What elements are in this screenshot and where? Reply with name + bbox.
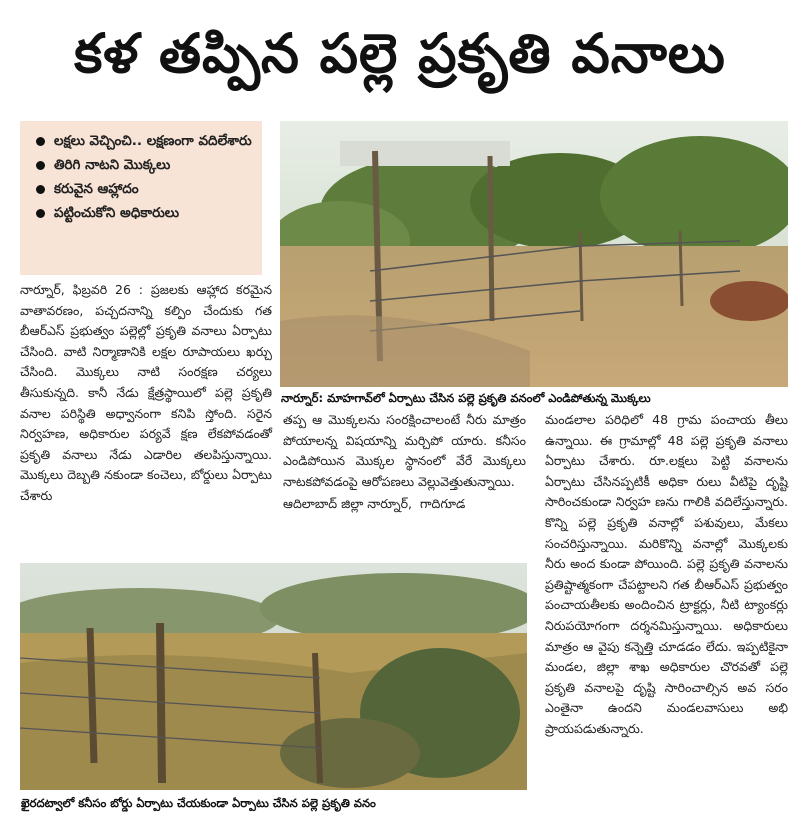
highlight-item: తిరిగి నాటని మొక్కలు bbox=[32, 155, 254, 175]
dateline-credit bbox=[283, 494, 526, 515]
photo-2-caption: ఖైరదట్వాలో కనీసం బోర్డు ఏర్పాటు చేయకుండా ఏర్పాటు చేసిన పల్లె ప్రకృతి వనం bbox=[21, 796, 376, 810]
article-text: తప్ప ఆ మొక్కలను సంరక్షించాలంటే నీరు మాత్రం పోయాలన్న విషయాన్ని మర్చిపో యారు. కనీసం ఎండిపోయిన మొక్కల స్థానంలో వేరే మొక్కలు నాటకపోవడంపై ఆరోపణలు వెల్లువెత్తుతున్నాయి. bbox=[283, 412, 526, 489]
headline: కళ తప్పిన పల్లె ప్రకృతి వనాలు bbox=[74, 22, 726, 85]
article-column-3 bbox=[545, 410, 788, 740]
highlight-item: పట్టించుకోని అధికారులు bbox=[32, 203, 254, 223]
photo-village-park-khairdatwa bbox=[20, 563, 527, 790]
credit-location: గాదిగూడ bbox=[419, 496, 466, 512]
photo-1-caption: నార్నూర్: మాహగావ్‌లో ఏర్పాటు చేసిన పల్లె ప్రకృతి వనంలో ఎండిపోతున్న మొక్కలు bbox=[281, 391, 651, 405]
highlight-item: కరువైన ఆహ్లాదం bbox=[32, 179, 254, 199]
highlight-item: లక్షలు వెచ్చించి.. లక్షణంగా వదిలేశారు bbox=[32, 131, 254, 151]
photo-1-image bbox=[280, 121, 788, 387]
photo-village-park-mahagaon bbox=[280, 121, 788, 387]
photo-2-image bbox=[20, 563, 527, 790]
article-text: మండలాల పరిధిలో 48 గ్రామ పంచాయ తీలు ఉన్నాయి. ఈ గ్రామాల్లో 48 పల్లె ప్రకృతి వనాలు ఏర్పాటు చేశారు. రూ.లక్షలు పెట్టి వనాలను ఏర్పాటు చేసినప్పటికీ అధికా రులు వీటిపై దృష్టి సారించకుండా నిర్వహ ణను గాలికి వదిలేస్తున్నారు. కొన్ని పల్లె ప్రకృతి వనాల్లో పశువులు, మేకలు సంచరిస్తున్నాయి. మరికొన్ని వనాల్లో మొక్కలకు నీరు అంద కుండా పోయింది. పల్లె ప్రకృతి వనాలను ప్రతిష్టాత్మకంగా చేపట్టాలని గత బీఆర్ఎస్ ప్రభుత్వం పంచాయతీలకు అందించిన ట్రాక్టర్లు, నీటి ట్యాంకర్లు నిరుపయోగంగా దర్శనమిస్తున్నాయి. అధికారులు మాత్రం ఆ వైపు కన్నెత్తి చూడడం లేదు. ఇప్పటికైనా మండల, జిల్లా శాఖ అధికారుల చొరవతో పల్లె ప్రకృతి వనాలపై దృష్టి సారించాల్సిన అవ సరం ఎంతైనా ఉందని మండలవాసులు అభి ప్రాయపడుతున్నారు. bbox=[545, 412, 788, 736]
article-text: నార్నూర్, ఫిబ్రవరి 26 : ప్రజలకు ఆహ్లాద కరమైన వాతావరణం, పచ్చదనాన్ని కల్పిం చేందుకు గత బీఆర్ఎస్ ప్రభుత్వం పల్లెల్లో ప్రకృతి వనాలు ఏర్పాటు చేసింది. వాటి నిర్మాణానికి లక్షల రూపాయలు ఖర్చు చేసింది. మొక్కలు నాటి సంరక్షణ చర్యలు తీసుకున్నది. కానీ నేడు క్షేత్రస్థాయిలో పల్లె ప్రకృతి వనాల పరిస్థితి అధ్వానంగా కనిపి స్తోంది. సరైన నిర్వహణ, అధికారుల పర్యవే క్షణ లేకపోవడంతో ప్రకృతి వనాలు నేడు ఎడారిల తలపిస్తున్నాయి. మొక్కలు దెబ్బతి నకుండా కంచెలు, బోర్డులు ఏర్పాటు చేశారు bbox=[20, 282, 272, 503]
credit-location: ఆదిలాబాద్ జిల్లా నార్నూర్, bbox=[283, 496, 412, 512]
article-column-2 bbox=[283, 410, 526, 515]
highlights-box bbox=[20, 121, 262, 275]
article-column-1 bbox=[20, 280, 272, 507]
